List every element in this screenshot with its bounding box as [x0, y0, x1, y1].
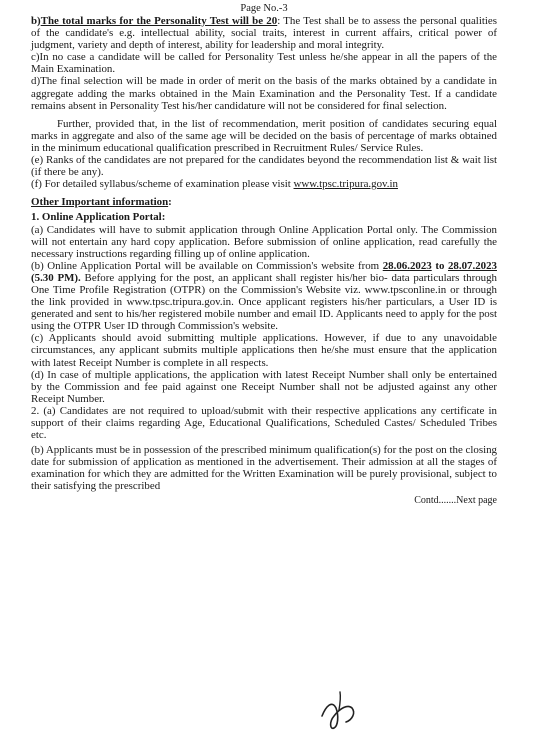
section2-b: (b) Applicants must be in possession of the prescribed minimum qualification(s) for the post on the closing date for submission of application as mentioned in the advertisement. Their admission at all the stages of examination for which they are admitted for the Written Examination will be purely provisional, subject to their satisfying the prescribed [31, 444, 497, 493]
start-date: 28.06.2023 [382, 259, 432, 272]
para-further: Further, provided that, in the list of recommendation, merit position of candidates securing equal marks in aggregate and also of the same age will be decided on the basis of percentage of marks obtained in the minimum educational qualification prescribed in Recruitment Rules/ Service Rules. [31, 117, 497, 154]
continued-note: Contd.......Next page [414, 494, 497, 506]
document-page [31, 3, 497, 507]
para-d: d)The final selection will be made in order of merit on the basis of the marks obtained by a candidate in aggregate adding the marks obtained in the Main Examination and the Personality Test. If a candidate remains absent in Personality Test his/her candidature will not be considered for final selection. [31, 75, 497, 112]
signature-mark [316, 686, 362, 732]
end-date: 28.07.2023 [447, 259, 497, 272]
section1-a: (a) Candidates will have to submit application through Online Application Portal only. The Commission will not entertain any hard copy application. Before submission of online application, read carefully the necessary instructions regarding filling up of online application. [31, 223, 497, 260]
section1-b: (b) Online Application Portal will be available on Commission's website from 28.06.2023 to 28.07.2023 (5.30 PM). Before applying for the post, an applicant shall register his/her bio- data particulars through One Time Profile Registration (OTPR) on the Commission's Website viz. www.tpsconline.in or through the link provided in www.tpsc.tripura.gov.in. Once applicant registers his/her particulars, a User ID is generated and sent to his/her registered mobile number and email ID. Applicants need to apply for the post using the OTPR User ID through Commission's website. [31, 259, 497, 333]
para-f [31, 178, 497, 190]
section2-a: 2. (a) Candidates are not required to upload/submit with their respective applications any certificate in support of their claims regarding Age, Educational Qualifications, Scheduled Castes/ Scheduled Tribes etc. [31, 404, 497, 442]
page-number: Page No.-3 [240, 3, 288, 14]
section1-d: (d) In case of multiple applications, the application with latest Receipt Number shall only be entertained by the Commission and fee paid against one Receipt Number shall not be adjusted against any other Receipt Number. [31, 368, 497, 405]
other-info-heading: Other Important information: [31, 196, 172, 209]
para-e: (e) Ranks of the candidates are not prepared for the candidates beyond the recommendation list & wait list (if there be any). [31, 154, 497, 179]
para-c: c)In no case a candidate will be called for Personality Test unless he/she appear in all the papers of the Main Examination. [31, 51, 497, 76]
section1-heading: 1. Online Application Portal: [31, 211, 166, 224]
section1-c: (c) Applicants should avoid submitting multiple applications. However, if due to any unavoidable circumstances, any applicant submits multiple applications then he/she must ensure that the application with latest Receipt Number is complete in all respects. [31, 332, 497, 369]
para-f-text: (f) For detailed syllabus/scheme of examination please visit [31, 178, 294, 191]
para-b-label: b) [31, 15, 41, 27]
tpsc-link[interactable]: www.tpsc.tripura.gov.in [293, 178, 398, 191]
para-b [31, 15, 497, 51]
para-b-heading: The total marks for the Personality Test will be 20 [40, 15, 278, 27]
para-b-text: : The Test shall be to assess the personal qualities of the candidate's e.g. intellectual ability, social traits, interest in current affairs, critical power of judgment, variety and depth of interest, ability for leadership and moral integrity. [31, 15, 497, 52]
closing-time: (5.30 PM). [31, 271, 81, 284]
other-info-heading-text: Other Important information [31, 196, 169, 209]
